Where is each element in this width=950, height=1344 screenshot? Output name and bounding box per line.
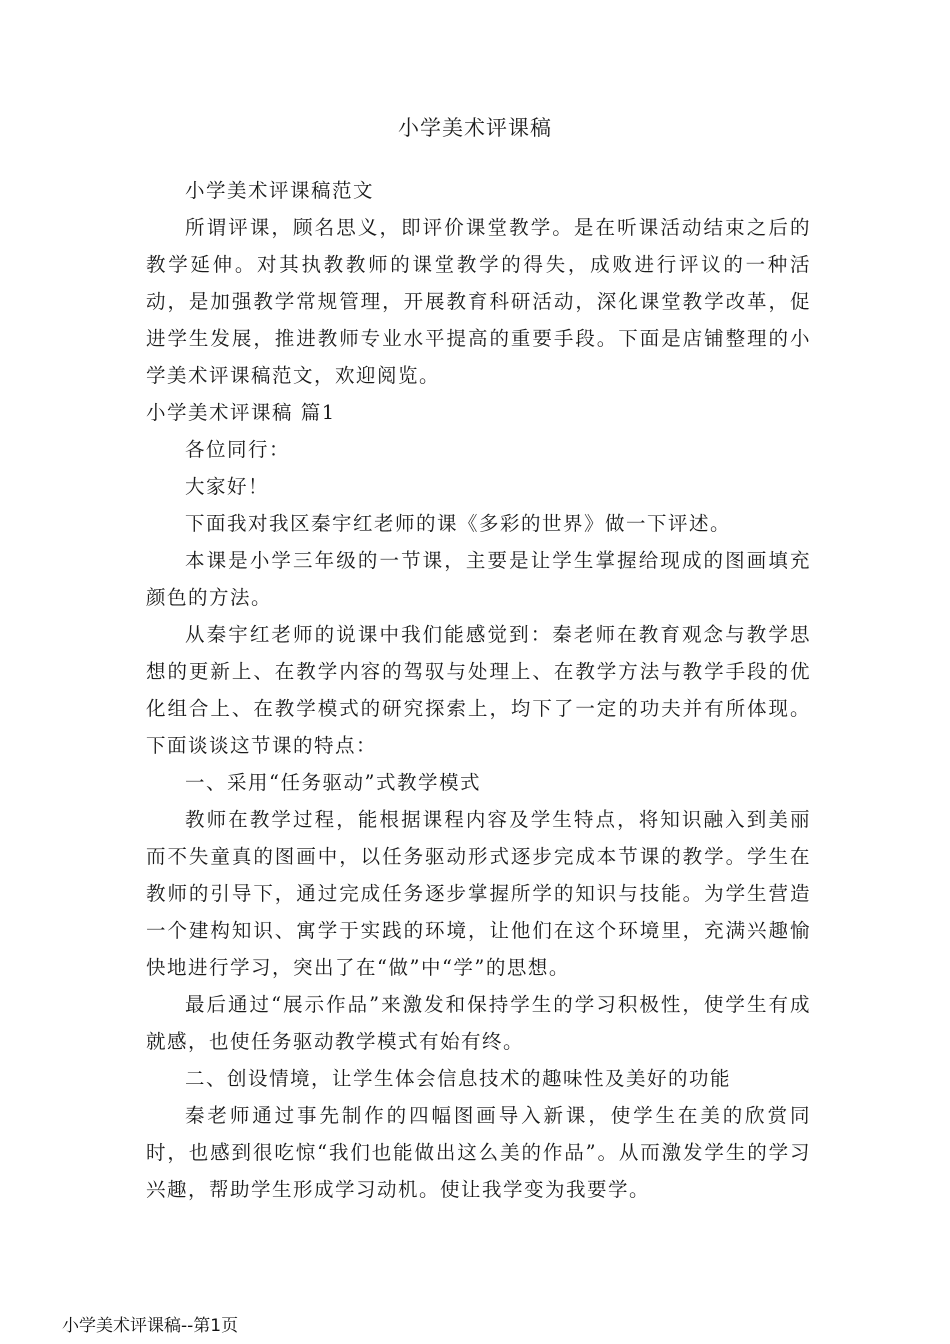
paragraph-point-1: 教师在教学过程，能根据课程内容及学生特点，将知识融入到美丽而不失童真的图画中，以任务驱动形式逐步完成本节课的教学。学生在教师的引导下，通过完成任务逐步掌握所学的知识与技能。为学生营造一个建构知识、寓学于实践的环境，让他们在这个环境里，充满兴趣愉快地进行学习，突出了在“做”中“学”的思想。	[146, 808, 811, 979]
section-heading: 小学美术评课稿 篇1	[146, 401, 336, 424]
paragraph-review-intro: 下面我对我区秦宇红老师的课《多彩的世界》做一下评述。	[185, 512, 732, 535]
paragraph-hello: 大家好！	[185, 475, 270, 498]
paragraph-greeting: 各位同行：	[185, 438, 291, 461]
paragraph-impression: 从秦宇红老师的说课中我们能感觉到：秦老师在教育观念与教学思想的更新上、在教学内容的驾驭与处理上、在教学方法与教学手段的优化组合上、在教学模式的研究探索上，均下了一定的功夫并有所体现。下面谈谈这节课的特点：	[146, 623, 811, 757]
paragraph-subtitle: 小学美术评课稿范文	[185, 179, 375, 202]
paragraph-intro: 所谓评课，顾名思义，即评价课堂教学。是在听课活动结束之后的教学延伸。对其执教教师的课堂教学的得失，成败进行评议的一种活动，是加强教学常规管理，开展教育科研活动，深化课堂教学改革，促进学生发展，推进教师专业水平提高的重要手段。下面是店铺整理的小学美术评课稿范文，欢迎阅览。	[146, 216, 811, 387]
page-footer: 小学美术评课稿--第1页	[62, 1316, 239, 1336]
document-title: 小学美术评课稿	[398, 116, 552, 140]
paragraph-point-1-cont: 最后通过“展示作品”来激发和保持学生的学习积极性，使学生有成就感，也使任务驱动教学模式有始有终。	[146, 993, 811, 1053]
paragraph-point-2: 秦老师通过事先制作的四幅图画导入新课，使学生在美的欣赏同时，也感到很吃惊“我们也能做出这么美的作品”。从而激发学生的学习兴趣，帮助学生形成学习动机。使让我学变为我要学。	[146, 1104, 811, 1201]
point-heading-1: 一、采用“任务驱动”式教学模式	[185, 771, 481, 794]
document-body	[146, 172, 811, 1208]
point-heading-2: 二、创设情境，让学生体会信息技术的趣味性及美好的功能	[185, 1067, 732, 1090]
paragraph-lesson-summary: 本课是小学三年级的一节课，主要是让学生掌握给现成的图画填充颜色的方法。	[146, 549, 811, 609]
